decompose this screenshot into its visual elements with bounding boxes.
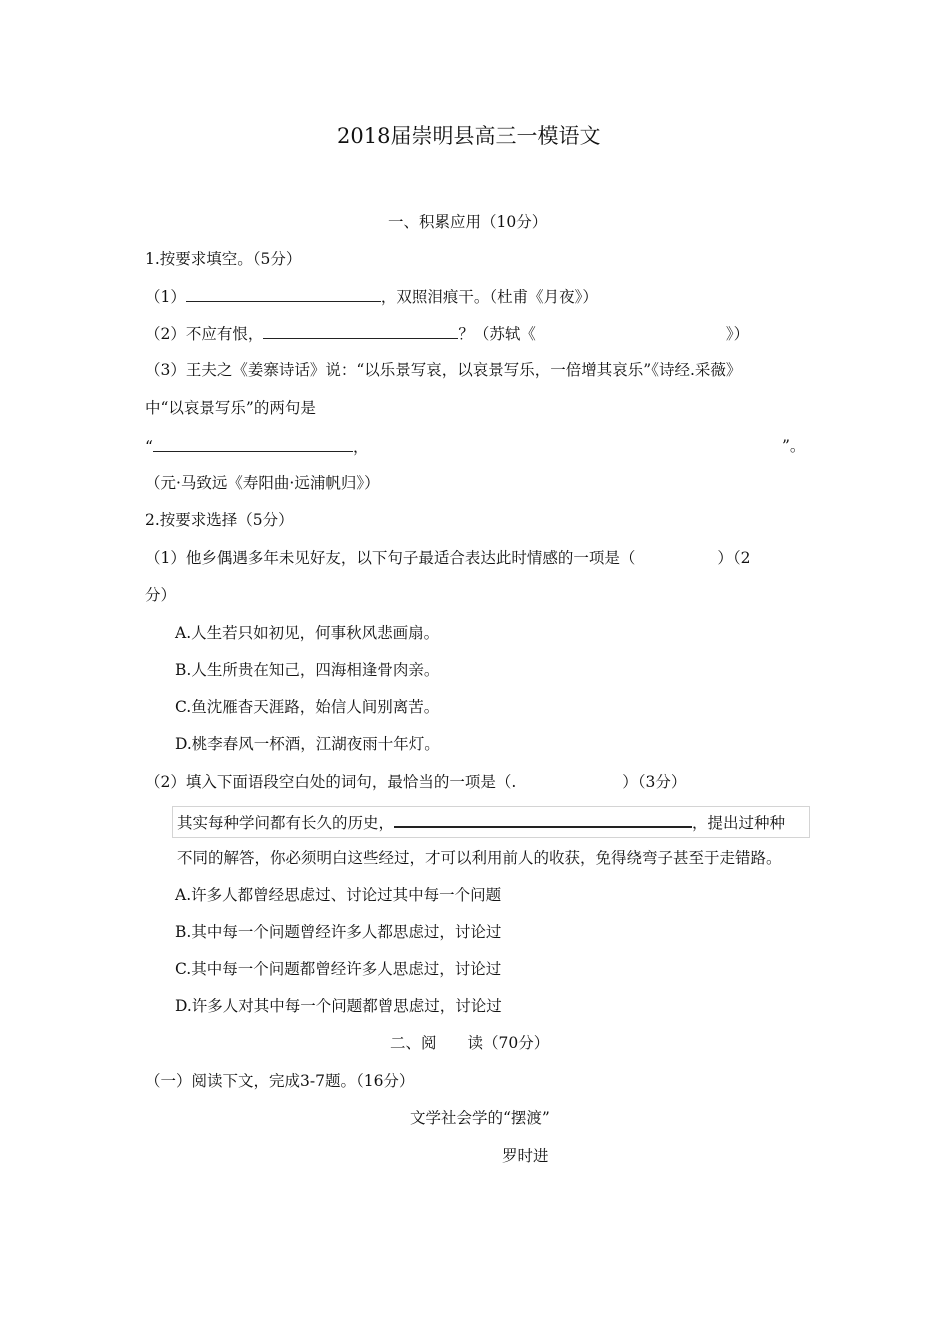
passage-line2: 不同的解答，你必须明白这些经过，才可以利用前人的收获，免得绕弯子甚至于走错路。 — [177, 849, 782, 867]
article-author: 罗时进 — [502, 1147, 549, 1165]
q2-sub1-b: ）（2 — [717, 549, 751, 567]
q2-sub2 — [145, 772, 686, 792]
comma: ， — [352, 438, 369, 456]
q1-item2 — [145, 323, 749, 344]
fill-blank — [186, 286, 381, 302]
passage-line1 — [177, 811, 785, 833]
q2-sub1-line1 — [145, 548, 751, 568]
q1-item2-b: ？（苏轼《 — [458, 325, 536, 343]
q2-sub1-a: （1）他乡偶遇多年未见好友，以下句子最适合表达此时情感的一项是（ — [145, 549, 636, 567]
q1-item1-text: ，双照泪痕干。（杜甫《月夜》） — [380, 288, 598, 306]
q1-item3-line4: （元·马致远《寿阳曲·远浦帆归》） — [145, 474, 380, 492]
page-title: 2018届崇明县高三一模语文 — [337, 124, 601, 148]
option-a: A.人生若只如初见，何事秋风悲画扇。 — [175, 624, 440, 642]
q2-sub2-b: ）（3分） — [622, 773, 687, 791]
fill-blank — [394, 811, 692, 828]
q1-item2-a: （2）不应有恨， — [145, 325, 264, 343]
quote-open: “ — [145, 438, 153, 456]
passage-b: ，提出过种种 — [692, 814, 786, 832]
section1-heading: 一、积累应用（10分） — [388, 213, 548, 231]
option-b: B.其中每一个问题曾经许多人都思虑过，讨论过 — [175, 923, 502, 941]
q1-item3-line3 — [145, 436, 368, 457]
passage-a: 其实每种学问都有长久的历史， — [177, 814, 395, 832]
q1-prompt: 1.按要求填空。（5分） — [145, 250, 302, 268]
quote-close: ”。 — [782, 437, 806, 455]
q1-item2-c: 》） — [725, 325, 750, 343]
q2-sub1-line2: 分） — [145, 586, 177, 604]
option-d: D.桃李春风一杯酒，江湖夜雨十年灯。 — [175, 735, 440, 753]
fill-blank — [153, 436, 353, 452]
q1-item3-line2: 中“以哀景写乐”的两句是 — [145, 399, 316, 417]
option-a: A.许多人都曾经思虑过、讨论过其中每一个问题 — [175, 886, 502, 904]
section2-sub1: （一）阅读下文，完成3-7题。（16分） — [145, 1072, 415, 1090]
option-c: C.鱼沈雁杳天涯路，始信人间别离苦。 — [175, 698, 440, 716]
option-b: B.人生所贵在知己，四海相逢骨肉亲。 — [175, 661, 440, 679]
q2-prompt: 2.按要求选择（5分） — [145, 511, 294, 529]
option-d: D.许多人对其中每一个问题都曾思虑过，讨论过 — [175, 997, 502, 1015]
q1-item1 — [145, 286, 598, 307]
q2-sub2-a: （2）填入下面语段空白处的词句，最恰当的一项是（. — [145, 773, 517, 791]
q1-item3-line1: （3）王夫之《姜寨诗话》说：“以乐景写哀，以哀景写乐，一倍增其哀乐”《诗经.采薇》 — [145, 361, 742, 379]
fill-blank — [263, 323, 458, 339]
q1-item1-num: （1） — [145, 288, 186, 306]
article-title: 文学社会学的“摆渡” — [410, 1109, 550, 1127]
option-c: C.其中每一个问题都曾经许多人思虑过，讨论过 — [175, 960, 502, 978]
section2-heading: 二、阅 读（70分） — [390, 1034, 550, 1052]
